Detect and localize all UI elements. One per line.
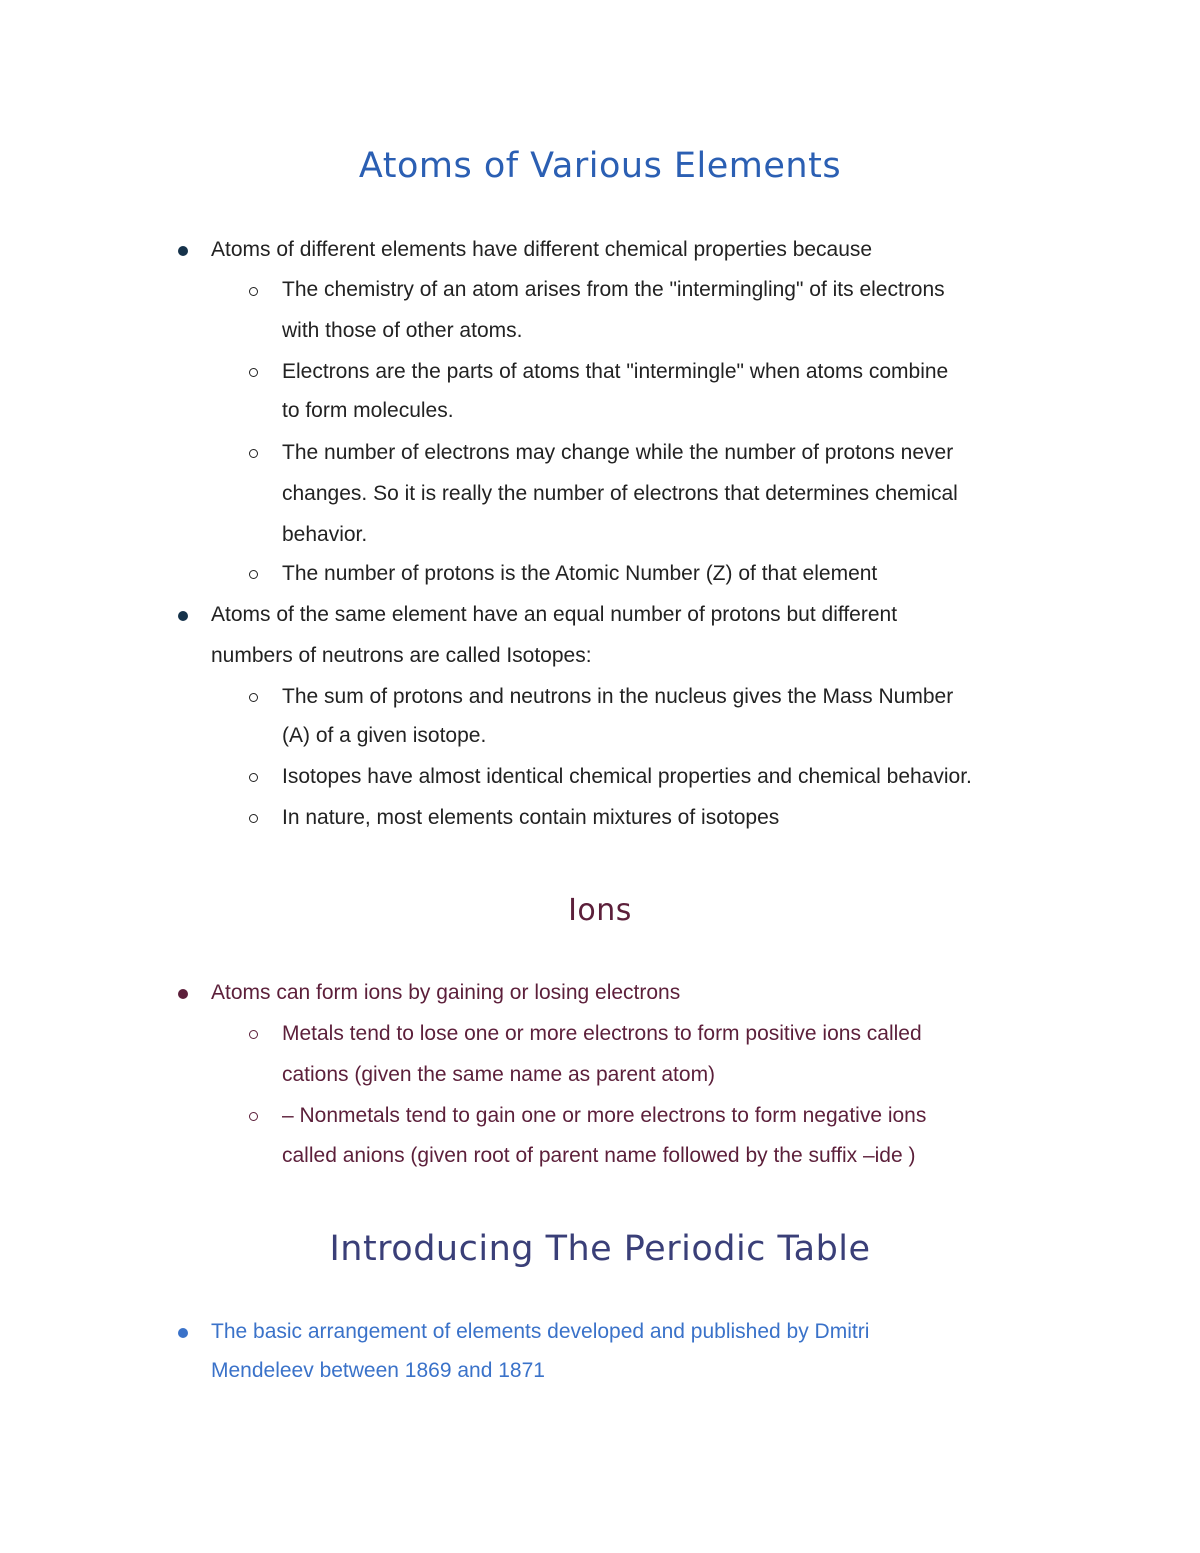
sub-bullet-circle <box>249 449 258 458</box>
sub-bullet-text: cations (given the same name as parent atom) <box>282 1063 716 1086</box>
sub-bullet-circle <box>249 773 258 782</box>
sub-bullet-circle <box>249 1030 258 1039</box>
sub-bullet-text: The sum of protons and neutrons in the nucleus gives the Mass Number <box>282 685 954 708</box>
sub-bullet-circle <box>249 287 258 296</box>
sub-bullet-text: to form molecules. <box>282 399 454 422</box>
sub-bullet-circle <box>249 570 258 579</box>
bullet-text: numbers of neutrons are called Isotopes: <box>211 644 592 667</box>
bullet-dot <box>178 246 188 256</box>
sub-bullet-text: changes. So it is really the number of electrons that determines chemical <box>282 482 958 505</box>
sub-bullet-text: In nature, most elements contain mixtures of isotopes <box>282 806 780 829</box>
sub-bullet-text: – Nonmetals tend to gain one or more electrons to form negative ions <box>282 1104 927 1127</box>
sub-bullet-text: with those of other atoms. <box>282 319 523 342</box>
bullet-dot <box>178 989 188 999</box>
bullet-text: Atoms can form ions by gaining or losing electrons <box>211 981 681 1004</box>
sub-bullet-circle <box>249 814 258 823</box>
sub-bullet-text: behavior. <box>282 523 368 546</box>
bullet-dot <box>178 611 188 621</box>
bullet-dot <box>178 1328 188 1338</box>
sub-bullet-text: (A) of a given isotope. <box>282 724 487 747</box>
bullet-text: Atoms of different elements have different chemical properties because <box>211 238 873 261</box>
bullet-text: Mendeleev between 1869 and 1871 <box>211 1359 545 1382</box>
heading-ions: Ions <box>568 893 632 928</box>
sub-bullet-text: The chemistry of an atom arises from the "intermingling" of its electrons <box>282 278 945 301</box>
sub-bullet-text: called anions (given root of parent name followed by the suffix –ide ) <box>282 1144 916 1167</box>
bullet-text: Atoms of the same element have an equal number of protons but different <box>211 603 898 626</box>
heading-atoms-of-various-elements: Atoms of Various Elements <box>358 146 842 186</box>
sub-bullet-text: Isotopes have almost identical chemical properties and chemical behavior. <box>282 765 972 788</box>
sub-bullet-circle <box>249 1112 258 1121</box>
sub-bullet-text: Metals tend to lose one or more electrons to form positive ions called <box>282 1022 922 1045</box>
sub-bullet-text: Electrons are the parts of atoms that "intermingle" when atoms combine <box>282 360 949 383</box>
bullet-text: The basic arrangement of elements developed and published by Dmitri <box>211 1320 870 1343</box>
sub-bullet-circle <box>249 693 258 702</box>
sub-bullet-text: The number of electrons may change while the number of protons never <box>282 441 954 464</box>
heading-introducing-the-periodic-table: Introducing The Periodic Table <box>329 1229 871 1269</box>
sub-bullet-text: The number of protons is the Atomic Number (Z) of that element <box>282 562 878 585</box>
sub-bullet-circle <box>249 368 258 377</box>
